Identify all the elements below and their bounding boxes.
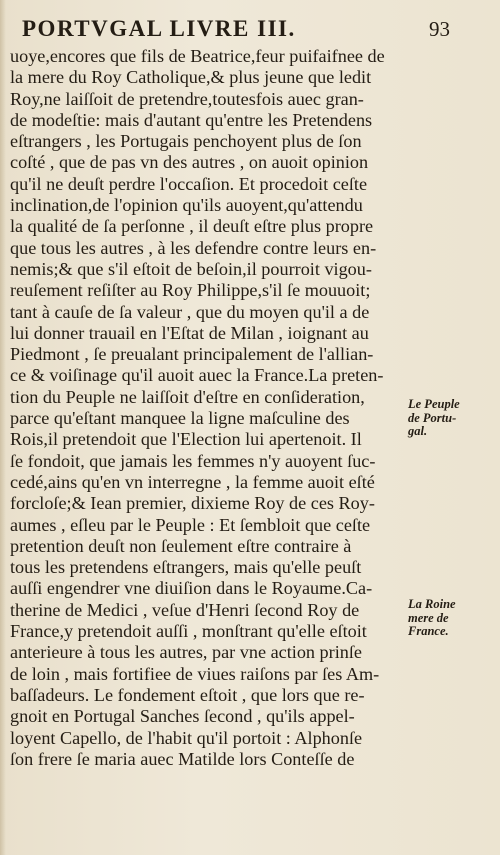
text-line: nemis;& que s'il eſtoit de beſoin,il pourroit vigou-	[10, 258, 372, 279]
text-line: qu'il ne deuſt perdre l'occaſion. Et procedoit ceſte	[10, 173, 368, 194]
text-line: therine de Medici , veſue d'Henri ſecond Roy de	[10, 599, 360, 620]
text-line: inclination,de l'opinion qu'ils auoyent,qu'attendu	[10, 195, 363, 216]
text-line: tion du Peuple ne laiſſoit d'eſtre en conſideration,	[10, 386, 365, 407]
text-line: de loin , mais fortifiee de viues raiſons par ſes Am-	[10, 663, 380, 684]
text-line: la mere du Roy Catholique,& plus jeune que ledit	[10, 67, 372, 88]
margin-note-line: Le Peuple	[408, 397, 460, 411]
margin-note-roine	[408, 598, 498, 639]
text-line: cedé,ains qu'en vn interregne , la femme auoit eſté	[10, 471, 375, 492]
text-line: coſté , que de pas vn des autres , on auoit opinion	[10, 152, 369, 173]
text-line: la qualité de ſa perſonne , il deuſt eſtre plus propre	[10, 216, 374, 237]
text-line: parce qu'eſtant manquee la ligne maſculine des	[10, 408, 350, 429]
text-line: ſon frere ſe maria auec Matilde lors Conteſſe de	[10, 748, 355, 769]
text-line: Piedmont , ſe preualant principalement de l'allian-	[10, 344, 374, 365]
margin-note-line: France.	[408, 624, 449, 638]
page-header	[22, 16, 450, 46]
page-number: 93	[429, 17, 450, 41]
text-line: France,y pretendoit auſſi , monſtrant qu'elle eſtoit	[10, 621, 367, 642]
text-line: tous les pretendens eſtrangers, mais qu'elle peuſt	[10, 557, 362, 578]
page-body-text	[10, 46, 407, 770]
running-head: PORTVGAL LIVRE III.	[22, 16, 296, 41]
margin-note-line: gal.	[408, 424, 428, 438]
text-line: que tous les autres , à les defendre contre leurs en-	[10, 237, 377, 258]
text-line: Roy,ne laiſſoit de pretendre,toutesfois auec gran-	[10, 88, 364, 109]
text-line: eſtrangers , les Portugais penchoyent plus de ſon	[10, 131, 362, 152]
margin-note-line: La Roine	[408, 597, 456, 611]
text-line: baſſadeurs. Le fondement eſtoit , que lors que re-	[10, 684, 365, 705]
text-line: de modeſtie: mais d'autant qu'entre les Pretendens	[10, 109, 373, 130]
margin-note-line: mere de	[408, 610, 449, 625]
text-line: Rois,il pretendoit que l'Election lui apertenoit. Il	[10, 429, 362, 450]
text-line: lui donner trauail en l'Eſtat de Milan , ioignant au	[10, 322, 369, 343]
text-line: forcloſe;& Iean premier, dixieme Roy de ces Roy-	[10, 493, 375, 514]
text-line: reuſement reſiſter au Roy Philippe,s'il ſe mouuoit;	[10, 280, 371, 301]
margin-note-peuple	[408, 398, 498, 439]
text-line: anterieure à tous les autres, par vne action prinſe	[10, 642, 362, 663]
text-line: tant à cauſe de ſa valeur , que du moyen qu'il a de	[10, 301, 370, 322]
text-line: pretention deuſt non ſeulement eſtre contraire à	[10, 535, 352, 556]
margin-note-line: de Portu-	[408, 410, 457, 425]
text-line: loyent Capello, de l'habit qu'il portoit : Alphonſe	[10, 727, 363, 748]
text-line: uoye,encores que fils de Beatrice,feur puifaifnee de	[10, 46, 385, 66]
text-line: ſe fondoit, que jamais les femmes n'y auoyent ſuc-	[10, 450, 376, 471]
page-gutter-shadow	[0, 0, 6, 855]
text-line: auſſi engendrer vne diuiſion dans le Royaume.Ca-	[10, 578, 373, 599]
text-line: aumes , eſleu par le Peuple : Et ſembloit que ceſte	[10, 514, 371, 535]
text-line: ce & voiſinage qu'il auoit auec la France.La preten-	[10, 365, 384, 386]
text-line: gnoit en Portugal Sanches ſecond , qu'ils appel-	[10, 706, 355, 727]
